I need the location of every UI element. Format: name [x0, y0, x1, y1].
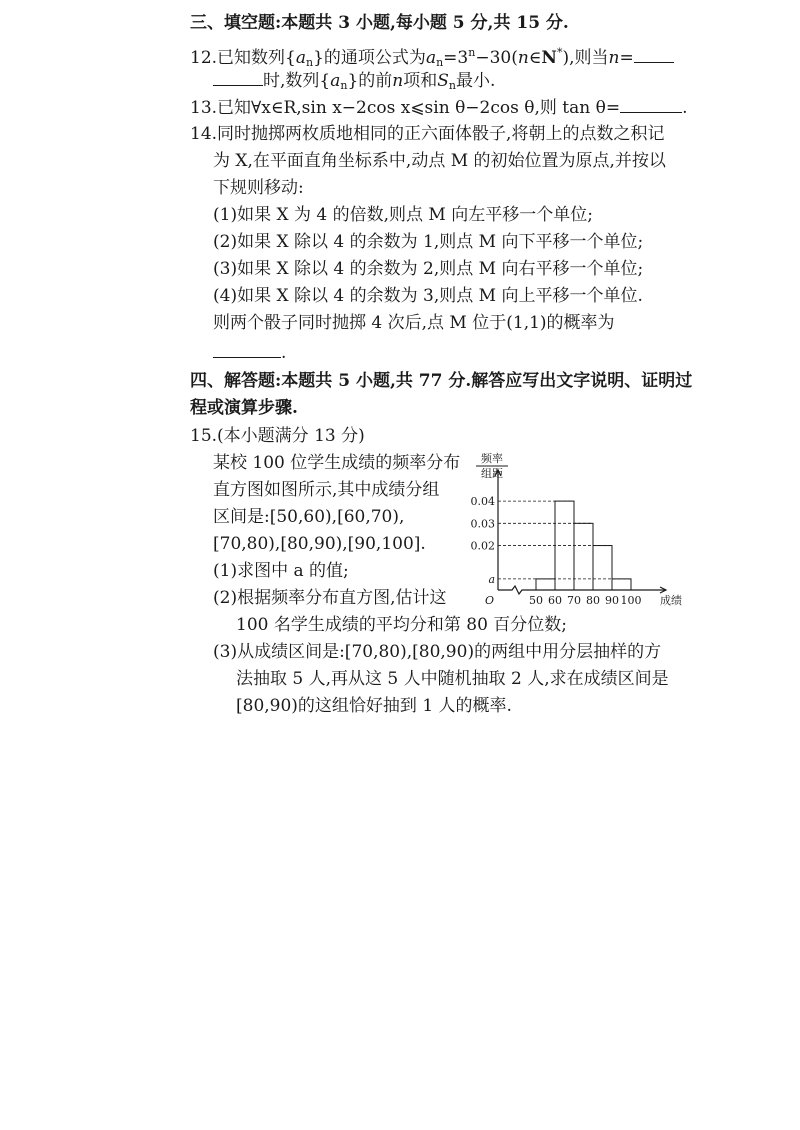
bar-[90,100]: [612, 579, 631, 590]
answer-blank-14[interactable]: [213, 339, 281, 358]
question-12-number: 12.: [190, 48, 218, 68]
q12-sub-3: n: [340, 79, 348, 92]
y-tick-0.02: 0.02: [470, 539, 495, 553]
q12-text-4: ),则当: [562, 48, 609, 68]
answer-blank-12a[interactable]: [634, 44, 674, 63]
question-13-end: .: [682, 98, 688, 118]
dashed-guides: [498, 501, 631, 579]
question-15-part-3b: 法抽取 5 人,再从这 5 人中随机抽取 2 人,求在成绩区间是: [236, 669, 669, 689]
question-14-rule-3: (3)如果 X 除以 4 的余数为 2,则点 M 向右平移一个单位;: [213, 259, 644, 279]
y-tick-labels: [471, 495, 496, 586]
bar-[50,60): [536, 579, 555, 590]
section-3-heading: 三、填空题:本题共 3 小题,每小题 5 分,共 15 分.: [190, 13, 569, 33]
x-tick-80: 80: [586, 594, 600, 607]
answer-blank-12b[interactable]: [213, 67, 263, 86]
question-15-part-3c: [80,90)的这组恰好抽到 1 人的概率.: [236, 696, 512, 716]
q12-text-5: =: [619, 48, 634, 68]
q12-sub-4: n: [448, 79, 456, 92]
section-4-heading-2: 程或演算步骤.: [190, 398, 298, 418]
q12-in: ∈: [528, 48, 542, 68]
y-tick-0.03: 0.03: [470, 517, 495, 531]
question-15-intro-1: 某校 100 位学生成绩的频率分布: [213, 453, 461, 473]
question-14-number: 14.: [190, 124, 218, 144]
q12-a-2: a: [425, 48, 437, 68]
x-tick-60: 60: [548, 594, 562, 607]
q12-n-3: n: [392, 71, 404, 91]
bar-[70,80): [574, 523, 593, 590]
q12-text-2: }的通项公式为: [313, 48, 426, 68]
q12-a-3: a: [330, 71, 341, 91]
question-14-line-3: 下规则移动:: [213, 178, 304, 198]
question-15-header: 15.(本小题满分 13 分): [190, 426, 365, 446]
q12-n: n: [517, 48, 529, 68]
q12-a: a: [295, 48, 307, 68]
q12-line2-c: 项和: [403, 71, 438, 91]
q12-text-3: −30(: [475, 48, 518, 68]
q12-line2-b: }的前: [347, 71, 393, 91]
x-tick-90: 90: [605, 594, 619, 607]
q12-star: *: [556, 46, 563, 59]
y-axis-label-top: 频率: [481, 452, 503, 465]
x-tick-50: 50: [529, 594, 543, 607]
x-tick-100: 100: [620, 594, 642, 607]
answer-blank-13[interactable]: [620, 94, 682, 113]
question-14-line-2: 为 X,在平面直角坐标系中,动点 M 的初始位置为原点,并按以: [213, 151, 666, 171]
question-14-text-1: 同时抛掷两枚质地相同的正六面体骰子,将朝上的点数之积记: [217, 124, 665, 144]
q12-sub-2: n: [436, 56, 444, 69]
q12-line2-a: 时,数列{: [263, 71, 331, 91]
q12-sub: n: [306, 56, 314, 69]
y-tick-a: a: [488, 572, 495, 586]
question-14-rule-2: (2)如果 X 除以 4 的余数为 1,则点 M 向下平移一个单位;: [213, 232, 644, 252]
question-15-part-1: (1)求图中 a 的值;: [213, 561, 349, 581]
question-15-part-3a: (3)从成绩区间是:[70,80),[80,90)的两组中用分层抽样的方: [213, 642, 662, 662]
q12-text: 已知数列{: [217, 48, 296, 68]
question-15-intro-2: 直方图如图所示,其中成绩分组: [213, 480, 440, 500]
x-tick-70: 70: [567, 594, 581, 607]
y-axis-label-bottom: 组距: [481, 467, 503, 480]
question-14-rule-4: (4)如果 X 除以 4 的余数为 3,则点 M 向上平移一个单位.: [213, 286, 643, 306]
x-tick-labels: [529, 594, 642, 607]
y-axis-title: [476, 452, 508, 480]
axes: [495, 470, 666, 594]
q12-N: N: [541, 48, 557, 68]
question-14-answer-line: [213, 339, 286, 366]
bar-[80,90): [593, 546, 612, 590]
section-4-heading-1: 四、解答题:本题共 5 小题,共 77 分.解答应写出文字说明、证明过: [190, 371, 693, 391]
q12-exp: n: [468, 46, 476, 59]
q12-line2-d: 最小.: [456, 71, 496, 91]
question-14-end: .: [281, 343, 287, 363]
q12-S: S: [437, 71, 449, 91]
x-axis-label: 成绩: [660, 594, 682, 607]
question-15-part-2a: (2)根据频率分布直方图,估计这: [213, 588, 447, 608]
question-13-number: 13.: [190, 98, 218, 118]
question-15-intro-3: 区间是:[50,60),[60,70),: [213, 507, 405, 527]
question-14-rule-1: (1)如果 X 为 4 的倍数,则点 M 向左平移一个单位;: [213, 205, 593, 225]
question-13-text: 已知∀x∈R,sin x−2cos x⩽sin θ−2cos θ,则 tan θ=: [217, 98, 621, 118]
q12-n-2: n: [608, 48, 620, 68]
question-14-line-1: [190, 121, 664, 147]
y-tick-0.04: 0.04: [470, 495, 495, 509]
question-15-intro-4: [70,80),[80,90),[90,100].: [213, 534, 426, 554]
question-15-part-2b: 100 名学生成绩的平均分和第 80 百分位数;: [236, 615, 568, 635]
q12-eq: =3: [443, 48, 469, 68]
question-13: [190, 94, 688, 121]
question-14-line-4: 则两个骰子同时抛掷 4 次后,点 M 位于(1,1)的概率为: [213, 313, 615, 333]
frequency-histogram: [460, 452, 690, 612]
origin-label: O: [484, 594, 494, 607]
